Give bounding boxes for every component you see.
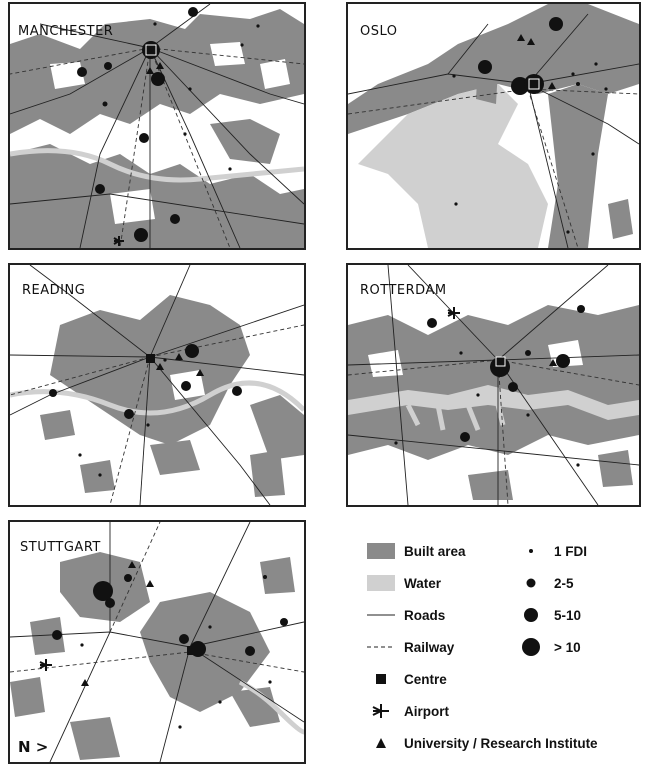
legend-airport-label: Airport xyxy=(404,703,449,719)
railway-line-icon xyxy=(366,638,396,656)
fdi-dot-xlarge-icon xyxy=(516,638,546,656)
map-panel-manchester xyxy=(8,2,306,250)
map-panel-stuttgart xyxy=(8,520,306,764)
legend-centre xyxy=(366,670,447,688)
city-label-stuttgart: STUTTGART xyxy=(20,540,101,555)
city-label-rotterdam: ROTTERDAM xyxy=(360,283,447,298)
oslo-map xyxy=(348,4,639,248)
legend-water-label: Water xyxy=(404,575,442,591)
legend-centre-label: Centre xyxy=(404,671,447,687)
legend-fdi-10 xyxy=(516,638,581,656)
centre-square-icon xyxy=(366,670,396,688)
legend-fdi-2-5-label: 2-5 xyxy=(554,575,574,591)
legend-water xyxy=(366,574,441,592)
map-panel-reading xyxy=(8,263,306,507)
fdi-dot-medium-icon xyxy=(516,574,546,592)
legend-built-area xyxy=(366,542,466,560)
map-legend xyxy=(366,536,636,761)
triangle-icon xyxy=(366,734,396,752)
legend-fdi-2-5 xyxy=(516,574,574,592)
legend-university-label: University / Research Institute xyxy=(404,735,598,751)
legend-fdi-1-label: 1 FDI xyxy=(554,543,588,559)
city-label-oslo: OSLO xyxy=(360,24,398,39)
airplane-icon xyxy=(366,702,396,720)
built-area-swatch-icon xyxy=(366,542,396,560)
road-line-icon xyxy=(366,606,396,624)
city-label-reading: READING xyxy=(22,283,86,298)
city-label-manchester: MANCHESTER xyxy=(18,24,114,39)
legend-railway xyxy=(366,638,454,656)
reading-map xyxy=(10,265,304,505)
legend-fdi-1 xyxy=(516,542,587,560)
legend-university xyxy=(366,734,598,752)
map-panel-rotterdam xyxy=(346,263,641,507)
fdi-dot-large-icon xyxy=(516,606,546,624)
north-arrow: N > xyxy=(18,738,49,756)
stuttgart-map xyxy=(10,522,304,762)
map-panel-oslo xyxy=(346,2,641,250)
rotterdam-map xyxy=(348,265,639,505)
legend-roads xyxy=(366,606,445,624)
legend-airport xyxy=(366,702,449,720)
water-swatch-icon xyxy=(366,574,396,592)
legend-built-area-label: Built area xyxy=(404,543,466,559)
legend-railway-label: Railway xyxy=(404,639,455,655)
manchester-map xyxy=(10,4,304,248)
fdi-dot-small-icon xyxy=(516,542,546,560)
legend-fdi-10-label: > 10 xyxy=(554,639,581,655)
legend-fdi-5-10-label: 5-10 xyxy=(554,607,582,623)
legend-roads-label: Roads xyxy=(404,607,446,623)
legend-fdi-5-10 xyxy=(516,606,581,624)
